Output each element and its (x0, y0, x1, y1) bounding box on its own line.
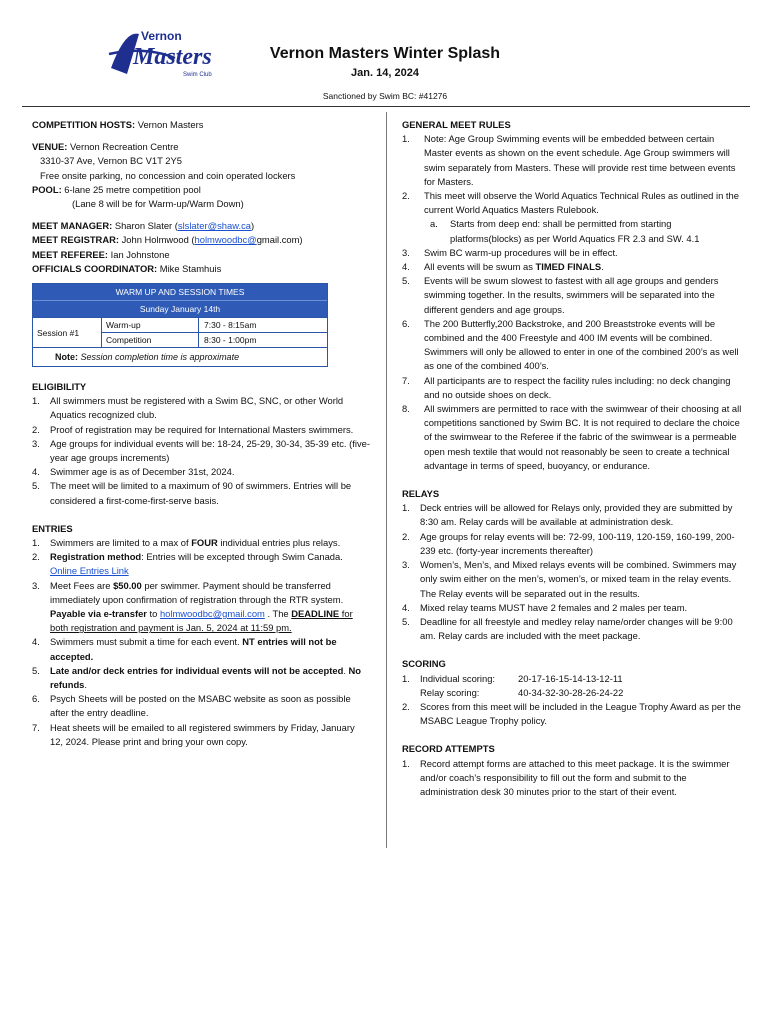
hosts-line: COMPETITION HOSTS: Vernon Masters (32, 119, 204, 130)
list-item: 2. Proof of registration may be required for International Masters swimmers. (32, 423, 354, 435)
registrar-email-link[interactable]: holmwoodbc@ (194, 234, 257, 246)
list-item: 6. Psych Sheets will be posted on the MSABC website as soon as possible after the entry deadline. (32, 693, 351, 719)
session-row (33, 317, 327, 347)
records-list (402, 757, 742, 800)
list-item: 5. Events will be swum slowest to fastest with all age groups and genders swimming together. In the results, swimmers will be separated into the different genders and age groups. (402, 275, 719, 315)
venue-note: Free onsite parking, no concession and coin operated lockers (40, 169, 296, 181)
list-item: 5. The meet will be limited to a maximum of 90 of swimmers. Entries will be considered a first-come-first-serve basis. (32, 480, 352, 506)
referee-line: MEET REFEREE: Ian Johnstone (32, 248, 170, 260)
scoring-heading: SCORING (402, 658, 446, 670)
list-item: 4. All events will be swum as TIMED FINALS. (402, 261, 604, 273)
warmup-label: Warm-up (102, 318, 199, 332)
manager-line: MEET MANAGER: Sharon Slater (slslater@shaw.ca) (32, 220, 255, 232)
meet-date: Jan. 14, 2024 (351, 67, 419, 79)
entries-list (32, 536, 370, 749)
list-item: 7. Heat sheets will be emailed to all registered swimmers by Friday, January 12, 2024. Please print and bring your own copy. (32, 721, 355, 747)
list-item: 5. Deadline for all freestyle and medley relay name/order changes will be 9:00 am. Relay cards are included with the meet package. (402, 615, 733, 642)
session-note: Note: Session completion time is approximate (33, 347, 327, 366)
session-table-heading: WARM UP AND SESSION TIMES (33, 284, 327, 300)
online-entries-link[interactable]: Online Entries Link (50, 565, 129, 577)
logo-word-masters: Masters (133, 44, 212, 70)
registrar-line: MEET REGISTRAR: John Holmwood (holmwoodbc@gmail.com) (32, 234, 303, 246)
list-item: 1. Individual scoring: 20-17-16-15-14-13-12-11 Relay scoring: 40-34-32-30-28-26-24-22 (402, 672, 624, 698)
list-item: 4. Swimmer age is as of December 31st, 2024. (32, 466, 235, 478)
logo-word-vernon: Vernon (141, 29, 182, 43)
list-item: 2. Age groups for relay events will be: 72-99, 100-119, 120-159, 160-199, 200-239 etc. (forty-year increments thereafter) (402, 530, 735, 556)
pool-note: (Lane 8 will be for Warm-up/Warm Down) (72, 198, 244, 210)
session-times-table (32, 283, 328, 367)
officials-line: OFFICIALS COORDINATOR: Mike Stamhuis (32, 262, 222, 274)
scoring-list (402, 672, 742, 729)
list-item: 3. Women’s, Men’s, and Mixed relays events will be combined. Swimmers may only swim either on the men’s, women’s, or mixed team in the relay events. The Relay events will be separated out in the results. (402, 559, 737, 599)
session-table-day: Sunday January 14th (33, 300, 327, 317)
relays-heading: RELAYS (402, 488, 440, 500)
relays-list (402, 501, 742, 643)
list-item: 1. Record attempt forms are attached to this meet package. It is the swimmer and/or coach’s responsibility to fill out the form and submit to the administration desk 30 minutes prior to the start of their event. (402, 757, 730, 797)
list-item: 2. This meet will observe the World Aquatics Technical Rules as outlined in the current World Aquatics Masters Rulebook. a. Starts from deep end: shall be permitted from starting platforms(blocks) as per World Aquatics FR 2.3 and SW. 4.1 (402, 189, 742, 246)
list-item: 1. Note: Age Group Swimming events will be embedded between certain Master events as shown on the event schedule. Age Group swimmers will swim separately from Masters. These will provide rest time between events for Masters. (402, 133, 736, 187)
rules-heading: GENERAL MEET RULES (402, 119, 511, 130)
eligibility-list (32, 394, 370, 508)
list-item: 4. Swimmers must submit a time for each event. NT entries will not be accepted. (32, 636, 337, 662)
venue-address: 3310-37 Ave, Vernon BC V1T 2Y5 (40, 155, 182, 167)
list-item: 1. Deck entries will be allowed for Relays only, provided they are submitted by 8:30 am. Relay cards will be available at administration desk. (402, 502, 733, 528)
list-item: 4. Mixed relay teams MUST have 2 females and 2 males per team. (402, 601, 688, 613)
rules-list (402, 132, 742, 473)
entries-heading: ENTRIES (32, 522, 73, 534)
table-row (102, 318, 327, 332)
table-row (102, 332, 327, 347)
warmup-time: 7:30 - 8:15am (204, 320, 257, 330)
list-item: 8. All swimmers are permitted to race with the swimwear of their choosing at all competitions sanctioned by Swim BC. It is not required to declare the choice of the swimwear to the Referee if the fabric of the swimwear is a permeable open mesh textile that would not reasonably be seen to create a technical advantage in terms of speed, buoyancy, or endurance. (402, 403, 742, 471)
logo-word-swimclub: Swim Club (183, 72, 212, 78)
list-item: 3. Age groups for individual events will be: 18-24, 25-29, 30-34, 35-39 etc. (five-year age groups increments) (32, 437, 370, 464)
eligibility-heading: ELIGIBILITY (32, 381, 87, 392)
list-item: 1. Swimmers are limited to a max of FOUR individual entries plus relays. (32, 537, 341, 549)
page-title: Vernon Masters Winter Splash (269, 45, 501, 62)
left-lower (32, 380, 370, 749)
list-item: 2. Scores from this meet will be included in the League Trophy Award as per the MSABC League Trophy policy. (402, 700, 741, 727)
header-divider (22, 106, 750, 107)
list-subitem: a. Starts from deep end: shall be permitted from starting platforms(blocks) as per World Aquatics FR 2.3 and SW. 4.1 (430, 218, 700, 244)
venue-line: VENUE: Vernon Recreation Centre (32, 141, 179, 153)
pool-line: POOL: 6-lane 25 metre competition pool (32, 183, 201, 195)
manager-email-link[interactable]: slslater@shaw.ca (177, 220, 251, 232)
list-item: 6. The 200 Butterfly,200 Backstroke, and 200 Breaststroke events will be combined and the 400 Freestyle and 400 IM events will be combined. Swimmers will only be allowed to enter in one of the combined 200’s as well as one of the combined 400’s. (402, 317, 739, 372)
session-label: Session #1 (37, 327, 80, 338)
right-column (402, 118, 742, 799)
competition-time: 8:30 - 1:00pm (204, 335, 257, 345)
list-item: 3. Meet Fees are $50.00 per swimmer. Payment should be transferred immediately upon confirmation of registration through the RTR system. Payable via e-transfer to holmwoodbc@gmail.com . The DEADLINE for both registration and payment is Jan. 5, 2024 at 11:59 pm. (32, 579, 353, 634)
records-heading: RECORD ATTEMPTS (402, 743, 495, 755)
list-item: 2. Registration method: Entries will be excepted through Swim Canada. Online Entries Link (32, 551, 343, 577)
payment-email-link[interactable]: holmwoodbc@gmail.com (159, 608, 265, 620)
sanction-number: Sanctioned by Swim BC: #41276 (322, 91, 448, 101)
column-divider (386, 112, 387, 848)
list-item: 5. Late and/or deck entries for individual events will not be accepted. No refunds. (32, 664, 362, 691)
list-item: 7. All participants are to respect the facility rules including: no deck changing and no outside shoes on deck. (402, 374, 731, 400)
list-item: 1. All swimmers must be registered with a Swim BC, SNC, or other World Aquatics recognized club. (32, 395, 344, 421)
left-column (32, 118, 372, 276)
competition-label: Competition (102, 333, 199, 347)
list-item: 3. Swim BC warm-up procedures will be in effect. (402, 246, 618, 258)
